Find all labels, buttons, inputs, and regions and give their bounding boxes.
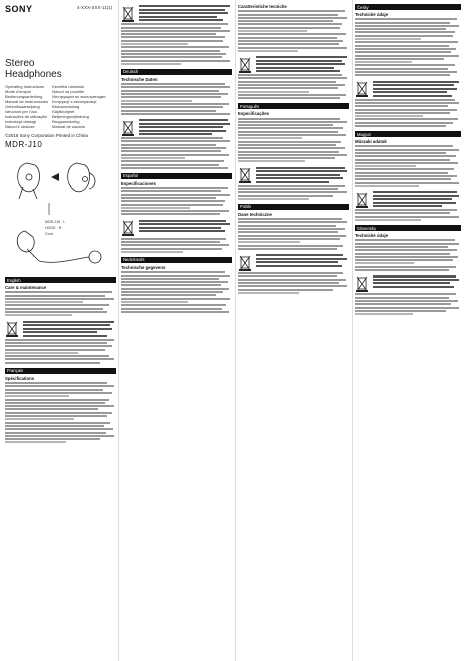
body-text (355, 239, 461, 271)
section-heading: Español (121, 173, 232, 179)
crossed-bin-icon (121, 118, 135, 136)
section-subheading: Dane techniczne (238, 211, 272, 217)
section-subheading: Caratteristiche tecniche (238, 4, 287, 9)
section-subheading: Műszaki adatok (355, 139, 387, 145)
body-text (355, 18, 461, 76)
weee-notice (238, 253, 349, 271)
language-item: Manual de usuario (52, 124, 86, 129)
weee-notice (121, 118, 232, 136)
parts-label: MDR-J10 · L (45, 220, 66, 224)
column-3 (238, 4, 349, 657)
language-item: Инструкция по эксплуатации (52, 94, 106, 99)
section-subheading: Technické údaje (355, 12, 389, 17)
body-text (121, 271, 232, 313)
column-divider (118, 0, 119, 661)
language-item: Návod na použitie (52, 89, 85, 94)
arrow-icon (51, 173, 59, 181)
product-title (5, 58, 116, 80)
language-item: Betjeningsvejledning (52, 114, 89, 119)
language-item: Mode d'emploi (5, 89, 31, 94)
language-item: Instrukcja obsługi (5, 119, 36, 124)
body-text (238, 218, 349, 250)
parts-illustration (17, 231, 101, 263)
section-subheading: Especificaciones (121, 180, 156, 186)
language-item: Bruksanvisning (52, 104, 80, 109)
crossed-bin-icon (5, 319, 19, 337)
weee-notice (121, 4, 232, 22)
crossed-bin-icon (355, 274, 369, 292)
language-item: Istruzioni per l'uso (5, 109, 38, 114)
weee-notice (355, 79, 461, 97)
crossed-bin-icon (238, 55, 252, 73)
parts-label: Cord (45, 232, 53, 236)
section-heading: Français (5, 368, 116, 374)
section-heading: Magyar (355, 131, 461, 137)
model-name: MDR-J10 (5, 140, 43, 149)
crossed-bin-icon (238, 165, 252, 183)
section-heading: Deutsch (121, 69, 232, 75)
body-text (5, 339, 116, 364)
language-item: Інструкції з експлуатації (52, 99, 97, 104)
column-1 (5, 4, 116, 657)
body-text (5, 291, 116, 316)
section-heading: Português (238, 103, 349, 109)
weee-notice (238, 55, 349, 73)
section-subheading: Technische gegevens (121, 264, 166, 270)
language-list-right (52, 84, 105, 129)
crossed-bin-icon (121, 218, 135, 236)
body-text (238, 185, 349, 200)
crossed-bin-icon (238, 253, 252, 271)
body-text (238, 118, 349, 163)
section-subheading: Especificações (238, 111, 270, 117)
language-list (5, 84, 116, 129)
body-text (238, 74, 349, 99)
copyright-note: ©2016 Sony Corporation Printed in China (5, 133, 88, 138)
language-item: Brugsanvisning (52, 119, 80, 124)
crossed-bin-icon (355, 79, 369, 97)
section-heading: English (5, 277, 116, 283)
brand-logo: SONY (5, 4, 33, 14)
weee-notice (238, 165, 349, 183)
usage-illustration (5, 153, 116, 273)
language-item: Kezelési útmutató (52, 84, 84, 89)
body-text (355, 293, 461, 315)
language-item: Operating Instructions (5, 84, 45, 89)
body-text (238, 272, 349, 294)
section-heading: Česky (355, 4, 461, 10)
language-item: Instruções de utilização (5, 114, 47, 119)
weee-notice (121, 218, 232, 236)
section-heading: Polski (238, 204, 349, 210)
language-item: Käyttöohjeet (52, 109, 75, 114)
weee-notice (5, 319, 116, 337)
body-text (5, 382, 116, 443)
section-subheading: Care & maintenance (5, 285, 47, 290)
body-text (121, 83, 232, 115)
body-text (121, 137, 232, 169)
section-heading: Slovensky (355, 225, 461, 231)
body-text (355, 99, 461, 127)
section-heading: Nederlands (121, 257, 232, 263)
title-line-1: Stereo (5, 58, 35, 69)
section-subheading: Technische Daten (121, 76, 158, 82)
language-item: Bedienungsanleitung (5, 94, 43, 99)
language-item: Gebruiksaanwijzing (5, 104, 40, 109)
head-right-figure (68, 163, 95, 192)
document-code: 4-XXX-XXX-11(1) (77, 5, 113, 10)
body-text (355, 145, 461, 187)
language-item: Manual de instrucciones (5, 99, 49, 104)
body-text (121, 187, 232, 215)
body-text (121, 238, 232, 253)
language-list-left (5, 84, 48, 129)
column-4 (355, 4, 461, 657)
title-line-2: Headphones (5, 69, 62, 80)
column-divider (352, 0, 353, 661)
body-text (121, 23, 232, 65)
crossed-bin-icon (355, 190, 369, 208)
body-text (355, 209, 461, 221)
section-subheading: Spécifications (5, 375, 35, 381)
parts-label: HOOK · R (45, 226, 62, 230)
column-divider (235, 0, 236, 661)
weee-notice (355, 190, 461, 208)
section-subheading: Technické údaje (355, 233, 389, 239)
head-left-figure (18, 163, 40, 199)
weee-notice (355, 274, 461, 292)
parts-labels (45, 220, 65, 236)
crossed-bin-icon (121, 4, 135, 22)
language-item: Návod k obsluze (5, 124, 35, 129)
body-text (238, 10, 349, 52)
column-2 (121, 4, 232, 657)
